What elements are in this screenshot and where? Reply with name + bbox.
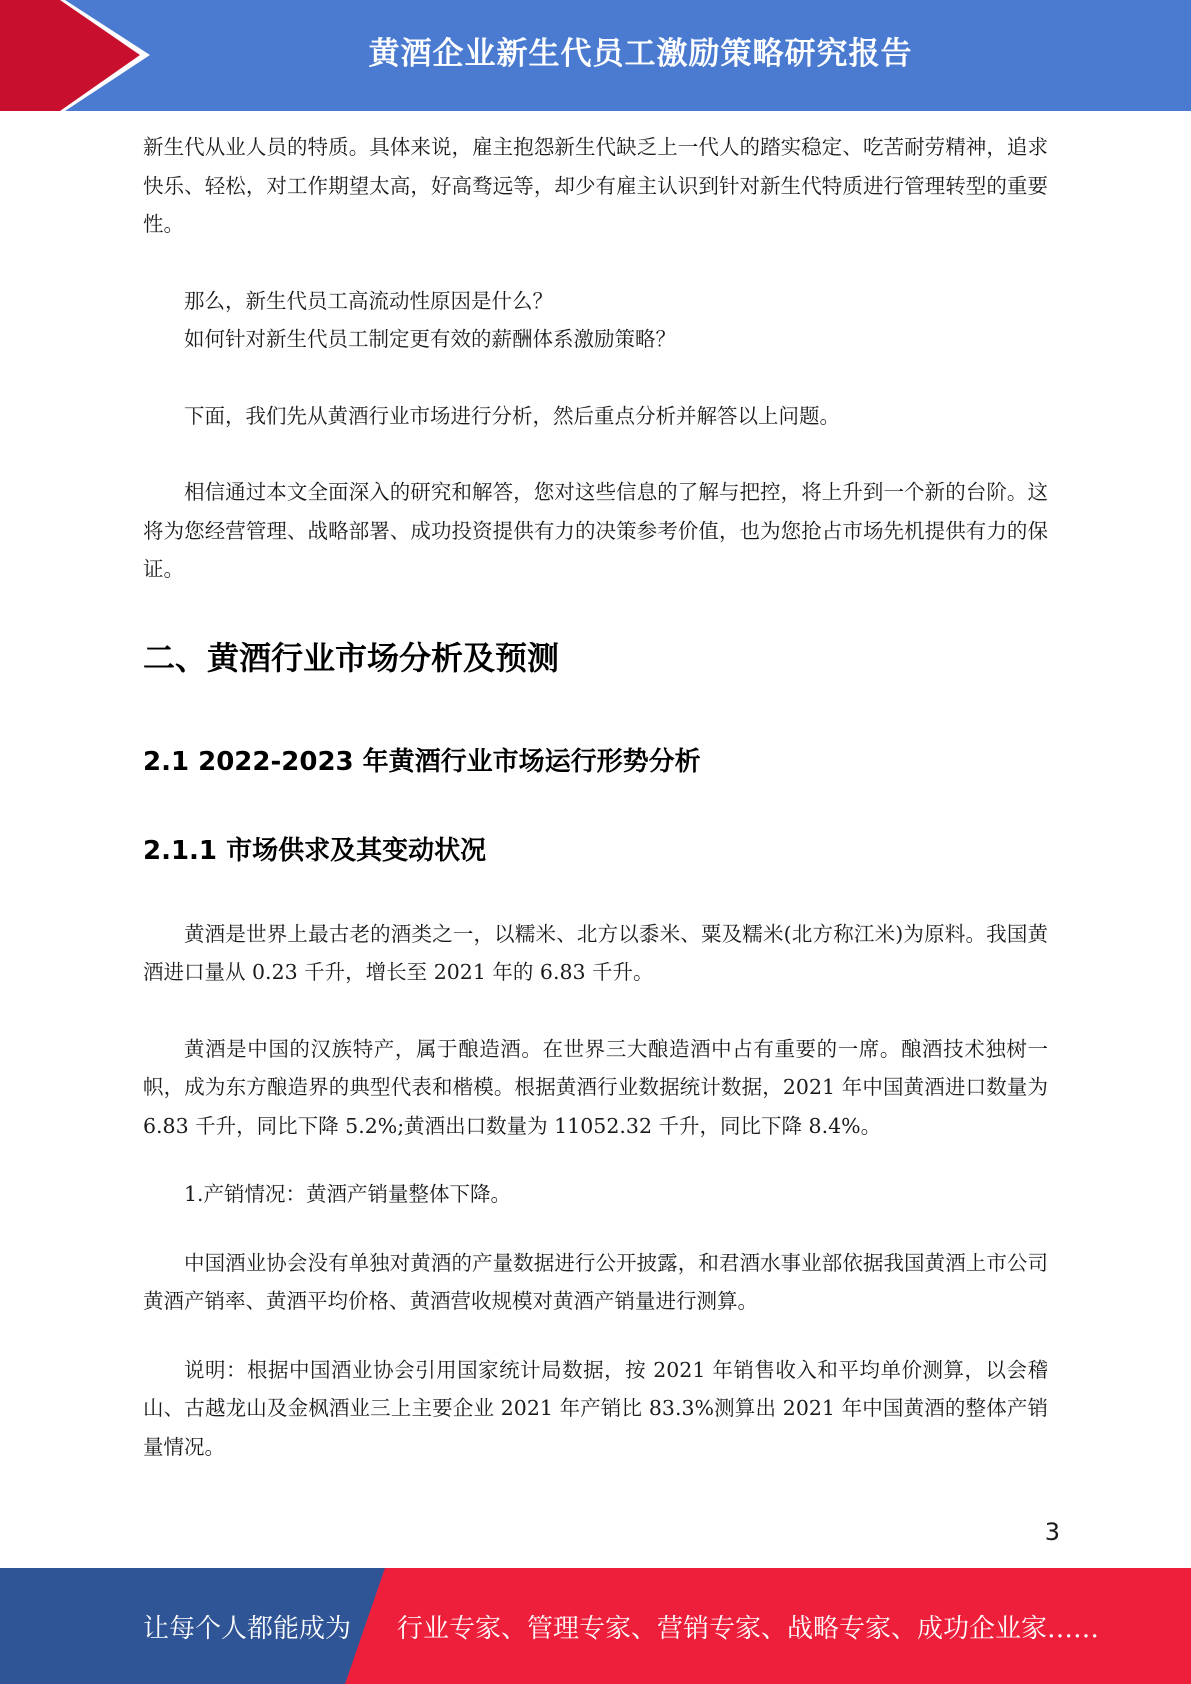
question-1: 那么，新生代员工高流动性原因是什么？ <box>184 288 553 313</box>
question-2: 如何针对新生代员工制定更有效的薪酬体系激励策略？ <box>184 327 676 351</box>
body-paragraph-2: 黄酒是中国的汉族特产，属于酿造酒。在世界三大酿造酒中占有重要的一席。酿酒技术独树一帜，成为东方酿造界的典型代表和楷模。根据黄酒行业数据统计数据，2021 年中国黄酒进口数量为 6.83 千升，同比下降 5.2%;黄酒出口数量为 11052.32 千升，同比下降 8.4%。 <box>143 1036 1048 1138</box>
body-paragraph-3: 1.产销情况：黄酒产销量整体下降。 <box>184 1182 512 1206</box>
subsection-title: 2.1 2022-2023 年黄酒行业市场运行形势分析 <box>143 746 701 777</box>
subsubsection-title: 2.1.1 市场供求及其变动状况 <box>143 835 487 866</box>
footer-slogan-right: 行业专家、管理专家、营销专家、战略专家、成功企业家…… <box>397 1613 1100 1644</box>
header-title: 黄酒企业新生代员工激励策略研究报告 <box>368 35 913 72</box>
body-paragraph-4: 中国酒业协会没有单独对黄酒的产量数据进行公开披露，和君酒水事业部依据我国黄酒上市公司黄酒产销率、黄酒平均价格、黄酒营收规模对黄酒产销量进行测算。 <box>143 1250 1048 1313</box>
document-body <box>143 128 1048 1466</box>
paragraph-next: 下面，我们先从黄酒行业市场进行分析，然后重点分析并解答以上问题。 <box>184 403 840 428</box>
page-number: 3 <box>1044 1518 1060 1546</box>
footer-slogan-left: 让每个人都能成为 <box>143 1613 352 1644</box>
header-band <box>0 0 1191 111</box>
paragraph-intro: 新生代从业人员的特质。具体来说，雇主抱怨新生代缺乏上一代人的踏实稳定、吃苦耐劳精神，追求快乐、轻松，对工作期望太高，好高骛远等，却少有雇主认识到针对新生代特质进行管理转型的重要性。 <box>143 135 1048 236</box>
body-paragraph-5: 说明：根据中国酒业协会引用国家统计局数据，按 2021 年销售收入和平均单价测算，以会稽山、古越龙山及金枫酒业三上主要企业 2021 年产销比 83.3%测算出 2021 年中国黄酒的整体产销量情况。 <box>143 1357 1048 1459</box>
body-paragraph-1: 黄酒是世界上最古老的酒类之一，以糯米、北方以黍米、粟及糯米(北方称江米)为原料。我国黄酒进口量从 0.23 千升，增长至 2021 年的 6.83 千升。 <box>143 921 1048 984</box>
section-title: 二、黄酒行业市场分析及预测 <box>143 638 560 677</box>
paragraph-trust: 相信通过本文全面深入的研究和解答，您对这些信息的了解与把控，将上升到一个新的台阶。这将为您经营管理、战略部署、成功投资提供有力的决策参考价值，也为您抢占市场先机提供有力的保证。 <box>143 480 1048 581</box>
footer-band <box>0 1568 1191 1684</box>
